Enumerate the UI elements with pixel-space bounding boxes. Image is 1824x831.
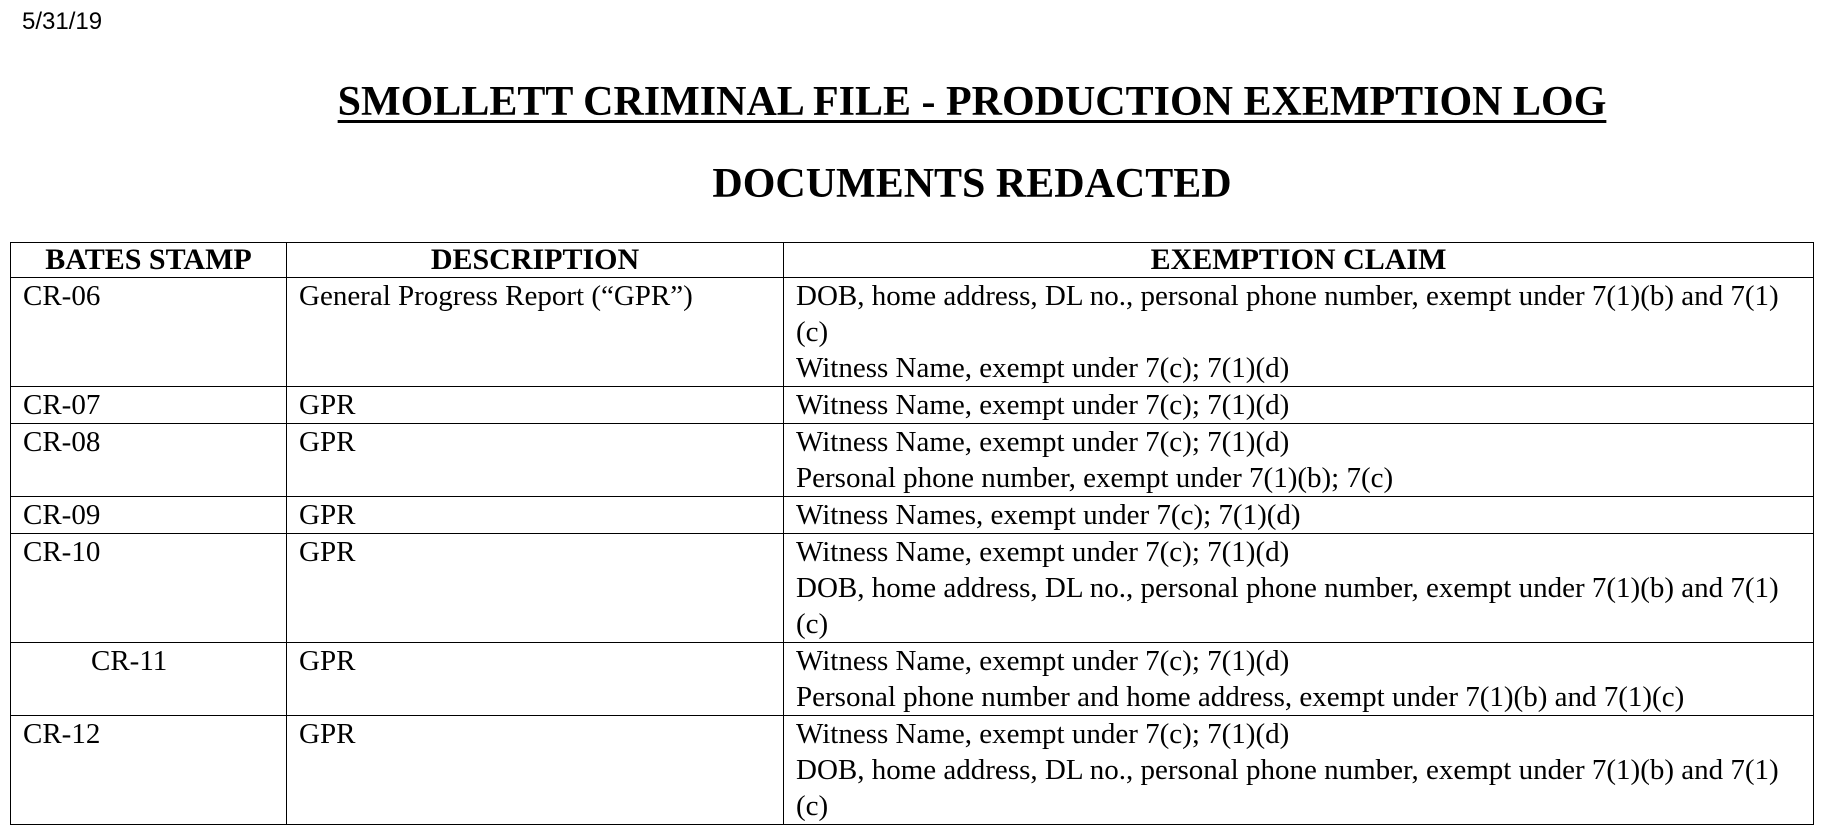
bates-stamp-cell: CR-08 — [11, 424, 287, 497]
table-row — [11, 387, 1814, 424]
description-cell: GPR — [287, 387, 784, 424]
bates-stamp-cell: CR-12 — [11, 716, 287, 825]
bates-stamp-cell: CR-06 — [11, 278, 287, 387]
exemption-claim-line: Witness Name, exempt under 7(c); 7(1)(d) — [796, 718, 1290, 750]
bates-stamp-cell: CR-09 — [11, 497, 287, 534]
exemption-claim-line: Witness Name, exempt under 7(c); 7(1)(d) — [796, 645, 1290, 677]
description-cell: GPR — [287, 424, 784, 497]
table-row — [11, 716, 1814, 825]
exemption-claim-cell — [784, 278, 1814, 387]
exemption-log-table — [10, 242, 1814, 825]
bates-stamp-cell: CR-07 — [11, 387, 287, 424]
column-header-bates-stamp: BATES STAMP — [11, 243, 287, 278]
bates-stamp-cell: CR-10 — [11, 534, 287, 643]
description-cell: GPR — [287, 534, 784, 643]
exemption-claim-line: Witness Names, exempt under 7(c); 7(1)(d) — [796, 499, 1301, 531]
exemption-claim-line: Witness Name, exempt under 7(c); 7(1)(d) — [796, 536, 1290, 568]
table-row — [11, 278, 1814, 387]
document-subtitle: DOCUMENTS REDACTED — [712, 161, 1232, 207]
table-header-row — [11, 243, 1814, 278]
exemption-claim-line: DOB, home address, DL no., personal phone number, exempt under 7(1)(b) and 7(1)(c) — [796, 572, 1779, 640]
exemption-claim-cell — [784, 497, 1814, 534]
description-cell: GPR — [287, 716, 784, 825]
document-date: 5/31/19 — [22, 8, 103, 35]
document-title — [0, 78, 1824, 126]
exemption-claim-cell — [784, 716, 1814, 825]
exemption-claim-cell — [784, 534, 1814, 643]
description-cell: GPR — [287, 497, 784, 534]
exemption-claim-cell — [784, 387, 1814, 424]
table-row — [11, 424, 1814, 497]
table-row — [11, 643, 1814, 716]
column-header-description: DESCRIPTION — [287, 243, 784, 278]
column-header-exemption-claim: EXEMPTION CLAIM — [784, 243, 1814, 278]
description-cell: General Progress Report (“GPR”) — [287, 278, 784, 387]
document-title-text: SMOLLETT CRIMINAL FILE - PRODUCTION EXEMPTION LOG — [337, 79, 1607, 125]
bates-stamp-cell: CR-11 — [11, 643, 287, 716]
exemption-claim-line: Witness Name, exempt under 7(c); 7(1)(d) — [796, 426, 1290, 458]
exemption-claim-line: Witness Name, exempt under 7(c); 7(1)(d) — [796, 352, 1290, 384]
exemption-claim-line: Personal phone number, exempt under 7(1)(b); 7(c) — [796, 462, 1394, 494]
table-row — [11, 497, 1814, 534]
exemption-claim-line: Personal phone number and home address, exempt under 7(1)(b) and 7(1)(c) — [796, 681, 1685, 713]
exemption-claim-cell — [784, 424, 1814, 497]
exemption-claim-line: DOB, home address, DL no., personal phone number, exempt under 7(1)(b) and 7(1)(c) — [796, 280, 1779, 348]
exemption-claim-line: DOB, home address, DL no., personal phone number, exempt under 7(1)(b) and 7(1)(c) — [796, 754, 1779, 822]
table-row — [11, 534, 1814, 643]
description-cell: GPR — [287, 643, 784, 716]
exemption-claim-cell — [784, 643, 1814, 716]
exemption-claim-line: Witness Name, exempt under 7(c); 7(1)(d) — [796, 389, 1290, 421]
